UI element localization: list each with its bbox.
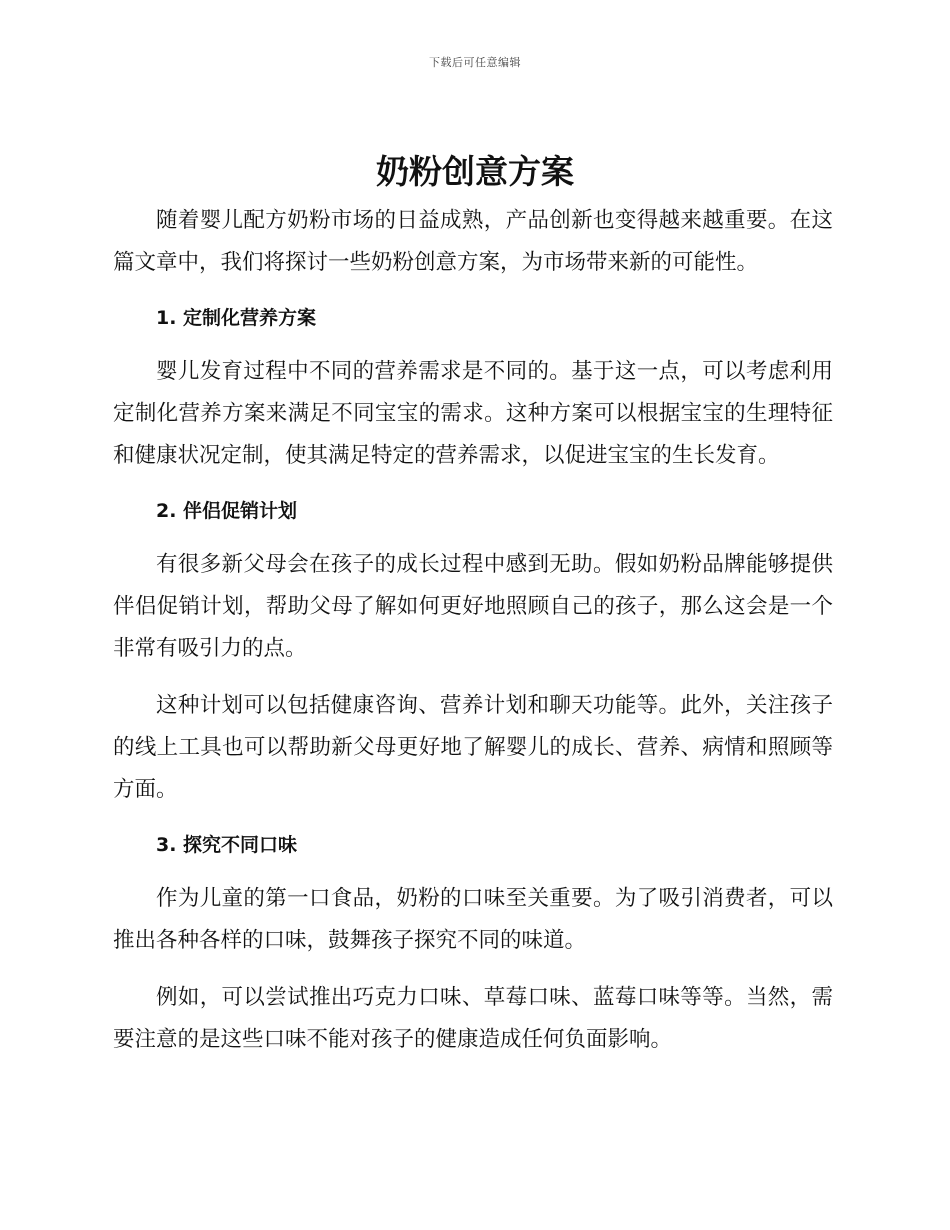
document-title: 奶粉创意方案 xyxy=(376,152,574,191)
section-3-paragraph-1: 作为儿童的第一口食品，奶粉的口味至关重要。为了吸引消费者，可以推出各种各样的口味，鼓舞孩子探究不同的味道。 xyxy=(113,886,833,953)
intro-paragraph: 随着婴儿配方奶粉市场的日益成熟，产品创新也变得越来越重要。在这篇文章中，我们将探讨一些奶粉创意方案，为市场带来新的可能性。 xyxy=(113,208,833,275)
section-2-paragraph-1: 有很多新父母会在孩子的成长过程中感到无助。假如奶粉品牌能够提供伴侣促销计划，帮助父母了解如何更好地照顾自己的孩子，那么这会是一个非常有吸引力的点。 xyxy=(113,552,833,661)
section-1-paragraph-1: 婴儿发育过程中不同的营养需求是不同的。基于这一点，可以考虑利用定制化营养方案来满足不同宝宝的需求。这种方案可以根据宝宝的生理特征和健康状况定制，使其满足特定的营养需求，以促进宝宝的生长发育。 xyxy=(113,359,833,468)
section-2-paragraph-2: 这种计划可以包括健康咨询、营养计划和聊天功能等。此外，关注孩子的线上工具也可以帮助新父母更好地了解婴儿的成长、营养、病情和照顾等方面。 xyxy=(113,693,833,802)
section-heading-2: 2. 伴侣促销计划 xyxy=(156,500,298,522)
section-heading-3: 3. 探究不同口味 xyxy=(156,834,298,856)
document-body xyxy=(113,200,833,1076)
section-heading-1: 1. 定制化营养方案 xyxy=(156,307,317,329)
header-note: 下载后可任意编辑 xyxy=(429,56,521,69)
section-3-paragraph-2: 例如，可以尝试推出巧克力口味、草莓口味、蓝莓口味等等。当然，需要注意的是这些口味不能对孩子的健康造成任何负面影响。 xyxy=(113,985,833,1052)
